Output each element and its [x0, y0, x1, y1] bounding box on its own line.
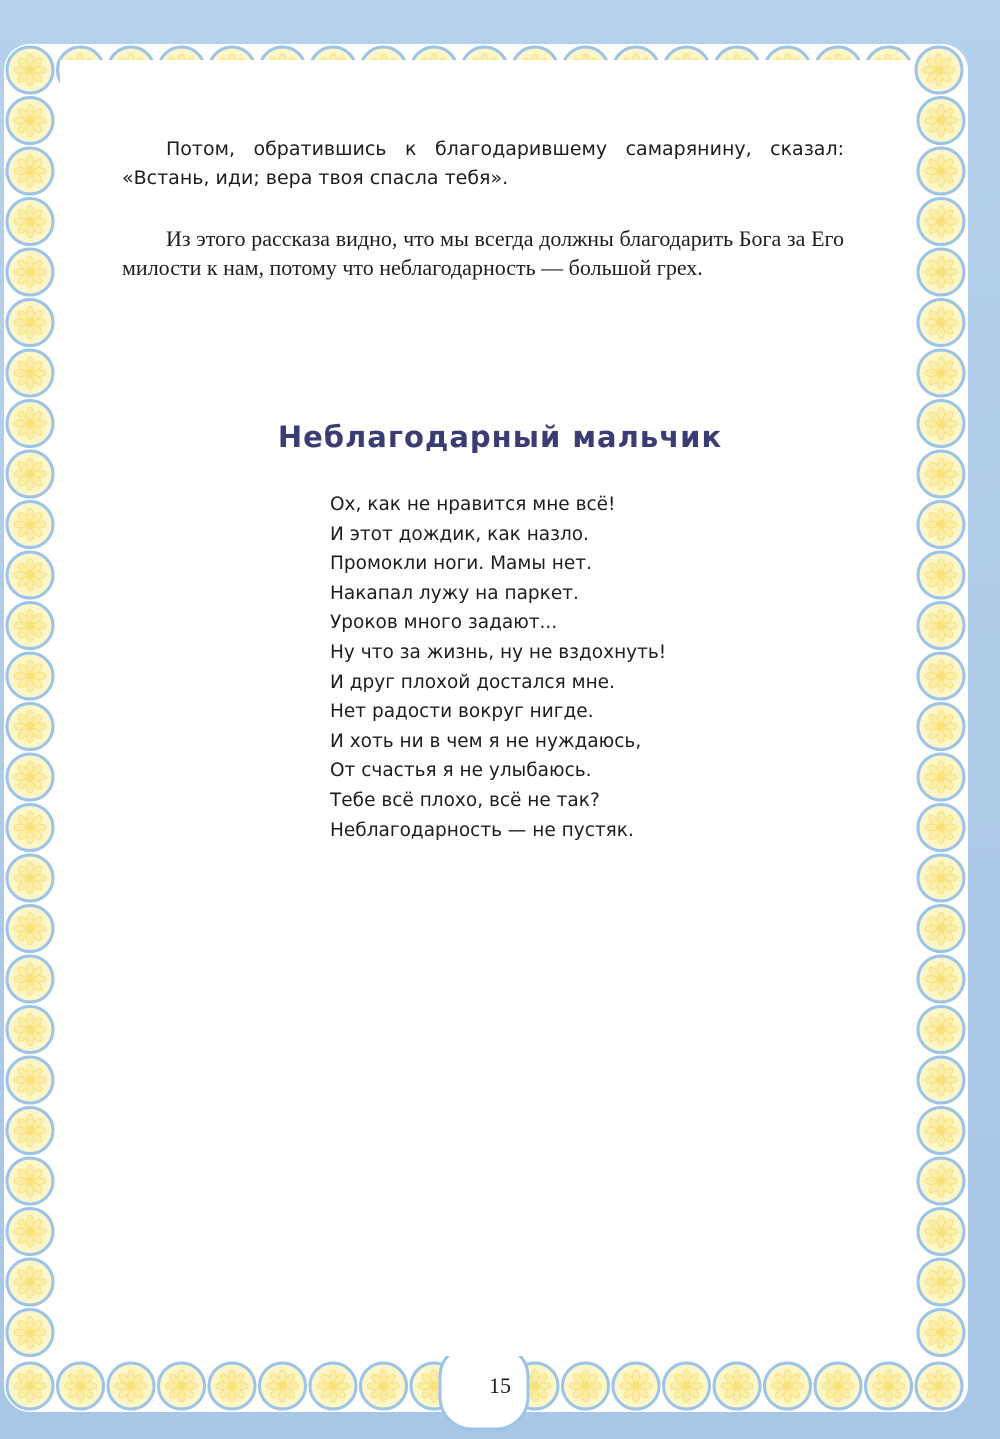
flower-circle-icon [918, 502, 964, 548]
flower-circle-icon [918, 653, 964, 699]
flower-circle-icon [7, 906, 53, 952]
flower-circle-icon [918, 805, 964, 851]
flower-circle-icon [918, 704, 964, 750]
flower-circle-icon [918, 906, 964, 952]
flower-circle-icon [918, 1259, 964, 1305]
flower-circle-icon [7, 1259, 53, 1305]
poem-line: И этот дождик, как назло. [330, 523, 590, 545]
page-number: 15 [489, 1373, 511, 1398]
poem-line: Накапал лужу на паркет. [330, 582, 579, 604]
flower-circle-icon [7, 1108, 53, 1154]
flower-circle-icon [7, 653, 53, 699]
flower-circle-icon [7, 754, 53, 800]
flower-circle-icon [918, 300, 964, 346]
flower-circle-icon [918, 956, 964, 1002]
flower-circle-icon [7, 1310, 53, 1356]
poem-line: Уроков много задают... [330, 612, 558, 634]
flower-circle-icon [7, 1057, 53, 1103]
flower-circle-icon [7, 350, 53, 396]
poem-line: Неблагодарность — не пустяк. [330, 819, 634, 841]
flower-circle-icon [7, 805, 53, 851]
flower-circle-icon [918, 855, 964, 901]
flower-circle-icon [918, 754, 964, 800]
flower-circle-icon [7, 300, 53, 346]
flower-circle-icon [918, 1310, 964, 1356]
poem-line: И друг плохой достался мне. [330, 671, 615, 693]
flower-circle-icon [7, 502, 53, 548]
flower-circle-icon [916, 47, 962, 93]
flower-circle-icon [918, 1007, 964, 1053]
poem-lines [330, 490, 750, 845]
flower-circle-icon [918, 350, 964, 396]
flower-circle-icon [918, 249, 964, 295]
flower-circle-icon [7, 1158, 53, 1204]
flower-circle-icon [7, 249, 53, 295]
flower-circle-icon [918, 1158, 964, 1204]
poem-line: И хоть ни в чем я не нуждаюсь, [330, 730, 642, 752]
flower-circle-icon [7, 98, 53, 144]
poem-title: Неблагодарный мальчик [277, 420, 723, 454]
flower-circle-icon [918, 1108, 964, 1154]
flower-circle-icon [7, 199, 53, 245]
flower-circle-icon [7, 148, 53, 194]
flower-circle-icon [918, 1057, 964, 1103]
flower-circle-icon [7, 855, 53, 901]
flower-circle-icon [7, 603, 53, 649]
flower-circle-icon [918, 603, 964, 649]
flower-circle-icon [7, 1007, 53, 1053]
flower-circle-icon [7, 451, 53, 497]
paragraph-2: Из этого рассказа видно, что мы всегда должны благодарить Бога за Его милости к нам, потому что неблагодарность — большой грех. [122, 226, 844, 280]
flower-circle-icon [7, 47, 53, 93]
poem-line: От счастья я не улыбаюсь. [330, 760, 592, 782]
poem-line: Нет радости вокруг нигде. [330, 701, 594, 723]
flower-circle-icon [7, 704, 53, 750]
flower-circle-icon [7, 1209, 53, 1255]
poem-line: Тебе всё плохо, всё не так? [330, 789, 600, 811]
flower-circle-icon [7, 956, 53, 1002]
poem-line: Ох, как не нравится мне всё! [330, 494, 616, 515]
flower-circle-icon [918, 199, 964, 245]
poem-line: Ну что за жизнь, ну не вздохнуть! [330, 641, 667, 663]
flower-circle-icon [918, 1209, 964, 1255]
flower-circle-icon [918, 98, 964, 144]
flower-circle-icon [7, 552, 53, 598]
paragraph-1: Потом, обратившись к благодарившему самарянину, сказал: «Встань, иди; вера твоя спасла тебя». [122, 138, 844, 189]
poem-line: Промокли ноги. Мамы нет. [330, 553, 592, 575]
flower-circle-icon [918, 148, 964, 194]
flower-circle-icon [918, 552, 964, 598]
flower-circle-icon [918, 451, 964, 497]
